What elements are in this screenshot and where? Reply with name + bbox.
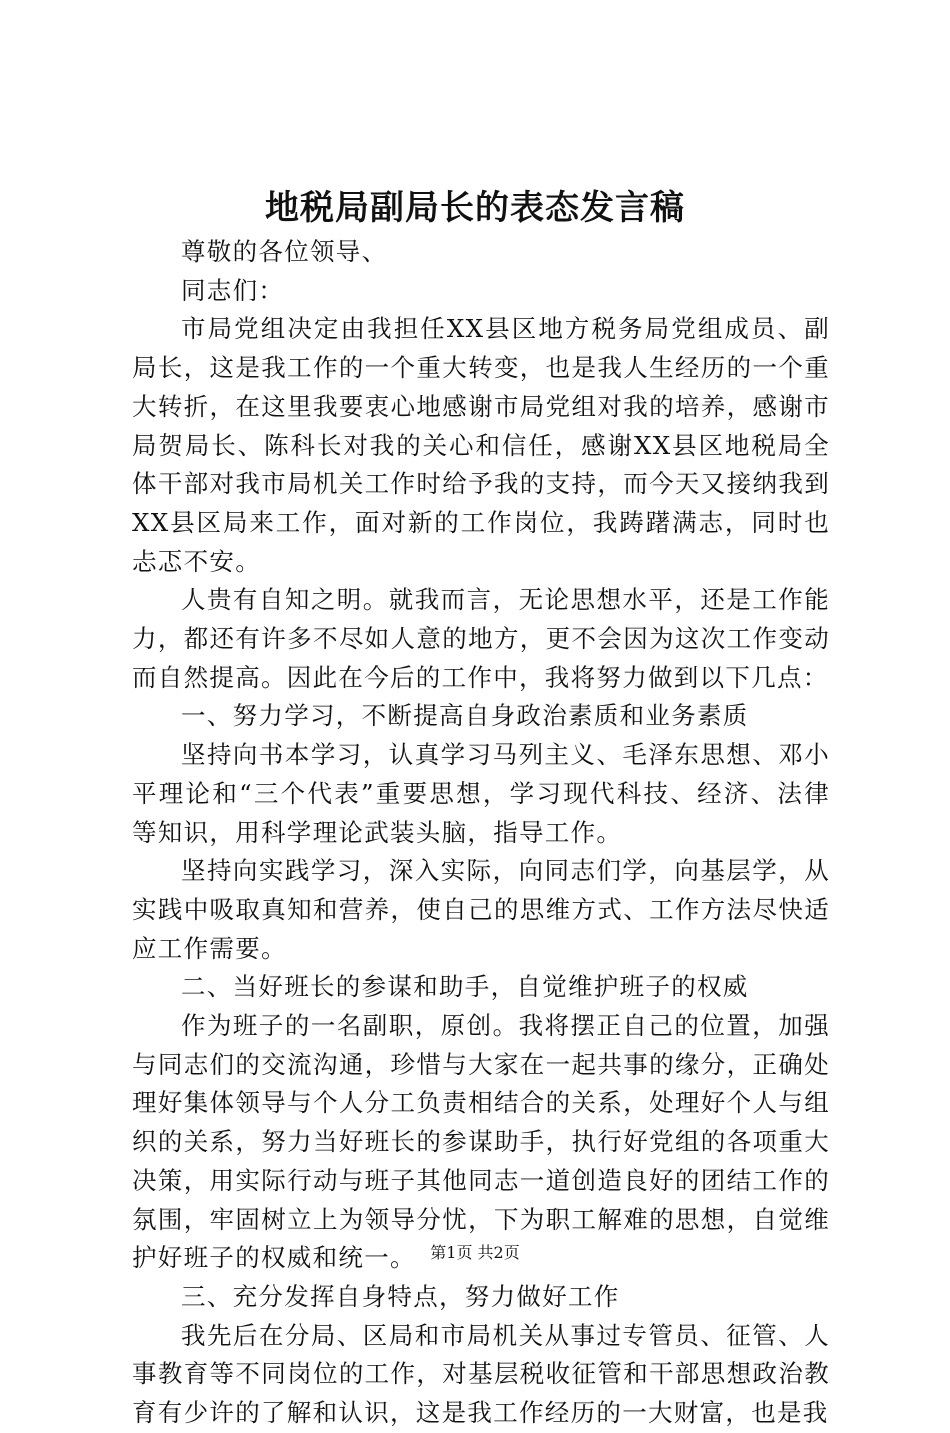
paragraph-experience: 我先后在分局、区局和市局机关从事过专管员、征管、人事教育等不同岗位的工作，对基层税收征管和干部思想政治教育有少许的了解和认识，这是我工作经历的一大财富，也是我 xyxy=(132,1320,830,1428)
section-heading-3: 三、充分发挥自身特点，努力做好工作 xyxy=(181,1281,620,1311)
paragraph-deputy-role: 作为班子的一名副职，原创。我将摆正自己的位置，加强与同志们的交流沟通，珍惜与大家在一起共事的缘分，正确处理好集体领导与个人分工负责相结合的关系，处理好个人与组织的关系，努力当好班长的参谋助手，执行好党组的各项重大决策，用实际行动与班子其他同志一道创造良好的团结工作的氛围，牢固树立上为领导分忧，下为职工解难的思想，自觉维护好班子的权威和统一。 xyxy=(132,1011,830,1273)
paragraph-self-awareness: 人贵有自知之明。就我而言，无论思想水平，还是工作能力，都还有许多不尽如人意的地方，更不会因为这次工作变动而自然提高。因此在今后的工作中，我将努力做到以下几点： xyxy=(132,585,830,692)
page-title: 地税局副局长的表态发言稿 xyxy=(265,188,685,228)
paragraph-practice-learning: 坚持向实践学习，深入实际，向同志们学，向基层学，从实践中吸取真知和营养，使自己的思维方式、工作方法尽快适应工作需要。 xyxy=(132,856,830,963)
section-heading-1: 一、努力学习，不断提高自身政治素质和业务素质 xyxy=(181,701,749,731)
salutation-line-2: 同志们： xyxy=(181,275,285,305)
section-heading-2: 二、当好班长的参谋和助手，自觉维护班子的权威 xyxy=(181,972,749,1002)
salutation-line-1: 尊敬的各位领导、 xyxy=(181,237,388,266)
paragraph-gratitude: 市局党组决定由我担任XX县区地方税务局党组成员、副局长，这是我工作的一个重大转变，也是我人生经历的一个重大转折，在这里我要衷心地感谢市局党组对我的培养，感谢市局贺局长、陈科长对我的关心和信任，感谢XX县区地税局全体干部对我市局机关工作时给予我的支持，而今天又接纳我到XX县区局来工作，面对新的工作岗位，我踌躇满志，同时也忐忑不安。 xyxy=(132,314,830,576)
paragraph-book-learning: 坚持向书本学习，认真学习马列主义、毛泽东思想、邓小平理论和“三个代表”重要思想，学习现代科技、经济、法律等知识，用科学理论武装头脑，指导工作。 xyxy=(132,740,830,847)
page-footer: 第1页 共2页 xyxy=(430,1243,520,1262)
